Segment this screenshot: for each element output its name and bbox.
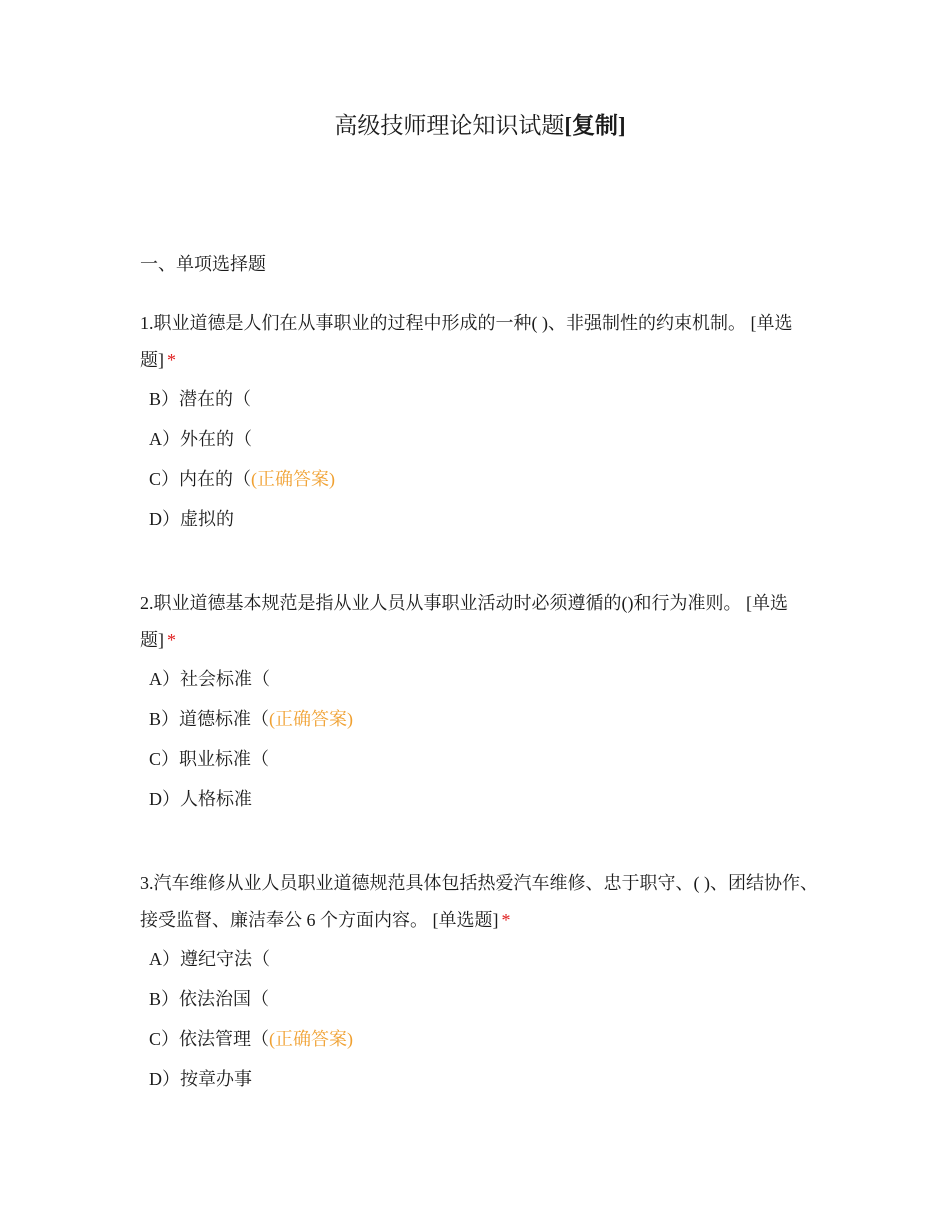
option-c[interactable] — [140, 745, 820, 785]
question-2 — [140, 585, 820, 825]
option-label: C）依法管理（ — [149, 1029, 270, 1049]
option-a[interactable] — [140, 945, 820, 985]
option-label: C）内在的（ — [149, 469, 252, 489]
option-d[interactable] — [140, 785, 820, 825]
option-b[interactable] — [140, 705, 820, 745]
option-label: A）外在的（ — [149, 429, 252, 449]
option-a[interactable] — [140, 665, 820, 705]
correct-answer-note: (正确答案) — [269, 709, 354, 729]
option-label: B）潜在的（ — [149, 389, 252, 409]
required-mark: * — [501, 910, 511, 930]
option-d[interactable] — [140, 505, 820, 545]
correct-answer-note: (正确答案) — [269, 1029, 354, 1049]
option-list — [140, 385, 820, 545]
option-label: A）社会标准（ — [149, 669, 270, 689]
option-d[interactable] — [140, 1065, 820, 1105]
question-label: 3.汽车维修从业人员职业道德规范具体包括热爱汽车维修、忠于职守、( )、团结协作、接受监督、廉洁奉公 6 个方面内容。 [单选题] — [140, 873, 818, 930]
option-list — [140, 665, 820, 825]
option-b[interactable] — [140, 985, 820, 1025]
option-label: D）虚拟的 — [149, 509, 234, 529]
option-list — [140, 945, 820, 1105]
option-label: A）遵纪守法（ — [149, 949, 270, 969]
question-3 — [140, 865, 820, 1105]
question-text — [140, 585, 820, 659]
option-label: D）人格标准 — [149, 789, 252, 809]
title-main: 高级技师理论知识试题 — [334, 113, 565, 138]
option-label: B）依法治国（ — [149, 989, 270, 1009]
option-a[interactable] — [140, 425, 820, 465]
option-label: D）按章办事 — [149, 1069, 252, 1089]
required-mark: * — [167, 630, 176, 650]
title-copy-suffix: [复制] — [564, 113, 626, 138]
option-c[interactable] — [140, 465, 820, 505]
section-title: 一、单项选择题 — [140, 254, 266, 274]
question-label: 1.职业道德是人们在从事职业的过程中形成的一种( )、非强制性的约束机制。 [单选题] — [140, 313, 793, 370]
question-label: 2.职业道德基本规范是指从业人员从事职业活动时必须遵循的()和行为准则。 [单选题] — [140, 593, 788, 650]
correct-answer-note: (正确答案) — [251, 469, 336, 489]
option-c[interactable] — [140, 1025, 820, 1065]
page-title — [0, 110, 950, 142]
option-b[interactable] — [140, 385, 820, 425]
option-label: C）职业标准（ — [149, 749, 270, 769]
option-label: B）道德标准（ — [149, 709, 270, 729]
required-mark: * — [167, 350, 176, 370]
question-text — [140, 865, 820, 939]
question-text — [140, 305, 820, 379]
question-1 — [140, 305, 820, 545]
